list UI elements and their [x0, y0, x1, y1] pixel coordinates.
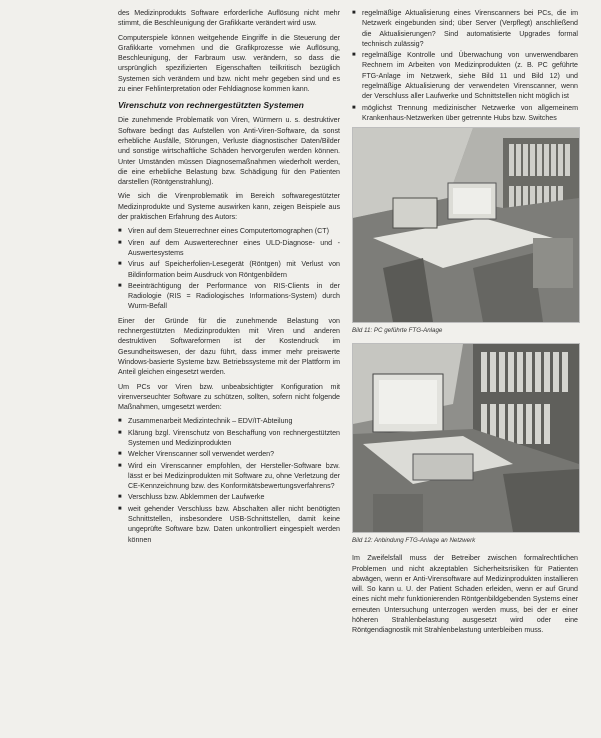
section-heading: Virenschutz von rechnergestützten Systemen	[118, 100, 304, 111]
list-item: ■ Viren auf dem Steuerrechner eines Computertomographen (CT)	[118, 226, 340, 236]
figure-11-caption: Bild 11: PC geführte FTG-Anlage	[352, 327, 443, 335]
ftg-network-photo	[353, 344, 579, 532]
list-item: ■ Welcher Virenscanner soll verwendet werden?	[118, 449, 340, 459]
list-item: ■ Viren auf dem Auswerterechner eines ULD-Diagnose- und -Auswertesystems	[118, 238, 340, 259]
measures-list-continued	[352, 8, 578, 123]
measures-list	[118, 416, 340, 545]
left-column	[118, 8, 340, 549]
list-item: ■ Klärung bzgl. Virenschutz von Beschaffung von rechnergestützten Systemen und Medizinprodukten	[118, 428, 340, 449]
intro-paragraph-2: Computerspiele können weitgehende Eingriffe in die Steuerung der Grafikkarte vornehmen und die Grafikprozesse wie Auflösung, Beschleunigung, der Farbraum usw. verändern, so dass die ursprünglich spezifizierten Eigenschaften teilkritisch bezüglich Systemen sich verändern und bzw. nicht mehr gegeben sind und es zu einer Fehlinterpretation oder Fehldiagnose kommen kann.	[118, 33, 340, 94]
figure-12-photo	[352, 343, 580, 533]
list-item: ■ Wird ein Virenscanner empfohlen, der Hersteller-Software bzw. lässt er bei Medizinprodukten mit Software zu, ohne Verletzung der CE-Kennzeichnung bzw. des Konformitätsbewertungsverfahrens?	[118, 461, 340, 492]
virus-paragraph-2: Wie sich die Virenproblematik im Bereich softwaregestützter Medizinprodukte und Systeme auswirken kann, zeigen Beispiele aus der praktischen Erfahrung des Autors:	[118, 192, 340, 222]
list-item: ■ Virus auf Speicherfolien-Lesegerät (Röntgen) mit Verlust von Bildinformation beim Ausdruck von Röntgenbildern	[118, 259, 340, 280]
ftg-workstation-photo	[353, 128, 579, 322]
list-item: ■ weit gehender Verschluss bzw. Abschalten aller nicht benötigten Schnittstellen, insbesondere USB-Schnittstellen, damit keine ungeprüfte Software bzw. Daten unkontrolliert eingespielt werden können	[118, 504, 340, 545]
reason-paragraph-1: Einer der Gründe für die zunehmende Belastung von rechnergestützten Medizinprodukten mit Viren und anderen destruktiven Softwareformen ist der Kostendruck im Gesundheitswesen, der dazu führt, dass immer mehr preiswerte Windows-basierte Systeme bzw. Betriebssysteme mit der Plattform im Anteil gleichen eingesetzt werden.	[118, 316, 340, 377]
list-item: ■ Beeinträchtigung der Performance von RIS-Clients in der Radiologie (RIS = Radiologisches Informations-System) durch Wurm-Befall	[118, 281, 340, 312]
right-column	[352, 8, 578, 640]
figure-12-caption: Bild 12: Anbindung FTG-Anlage an Netzwerk	[352, 537, 476, 545]
examples-list	[118, 226, 340, 311]
reason-paragraph-2: Um PCs vor Viren bzw. unbeabsichtigter Konfiguration mit virenverseuchter Software zu schützen, sollten, sofern nicht folgende Maßnahmen, umgesetzt werden:	[118, 382, 340, 412]
figure-11-photo	[352, 127, 580, 323]
list-item: ■ möglichst Trennung medizinischer Netzwerke von allgemeinem Krankenhaus-Netzwerken über getrennte Hubs bzw. Switches	[352, 103, 578, 124]
list-item: ■ Zusammenarbeit Medizintechnik – EDV/IT-Abteilung	[118, 416, 340, 426]
virus-paragraph-1: Die zunehmende Problematik von Viren, Würmern u. s. destruktiver Software bedingt das Aufstellen von Anti-Viren-Software, da sonst erhebliche Ausfälle, Störungen, Verluste diagnostischer Daten/Bilder und sonstige wirtschaftliche Schäden hervorgerufen werden können. Unter Umständen müssen Diagnosemaßnahmen wiederholt werden, die eine erhebliche Belastung bzw. Schädigung für den Patienten darstellen (Röntgenstrahlung).	[118, 116, 340, 187]
list-item: ■ regelmäßige Kontrolle und Überwachung von unverwendbaren Rechnern im Arbeiten von Medizinprodukten (z. B. PC geführte FTG-Anlage im Netzwerk, siehe Bild 11 und Bild 12) und regelmäßige Aktualisierung der verwendeten Virenscanner, wenn der Verschluss aller Laufwerke und Schnittstellen nicht möglich ist	[352, 50, 578, 101]
closing-paragraph: Im Zweifelsfall muss der Betreiber zwischen formalrechtlichen Problemen und nicht akzeptablen Sicherheitsrisiken für Patienten abwägen, wenn er Anti-Virensoftware auf Medizinprodukten installieren will. So kann u. U. der Patient Schaden erleiden, wenn er auf Grund eines nicht mehr funktionierenden Röntgenbildgebenden Systems einer erneuten Untersuchung unterzogen werden muss, bei der er einer höheren Strahlenbelastung ausgesetzt wird oder eine Röntgendiagnostik mit Strahlenbelastung unterbleiben muss.	[352, 554, 578, 635]
list-item: ■ regelmäßige Aktualisierung eines Virenscanners bei PCs, die im Netzwerk eingebunden sind; über Server (Verpflegt) anschließend die Aktualisierungen? Sind automatisierte Upgrades formal technisch zulässig?	[352, 8, 578, 49]
list-item: ■ Verschluss bzw. Abklemmen der Laufwerke	[118, 492, 340, 502]
intro-paragraph-1: des Medizinprodukts Software erforderliche Auflösung nicht mehr stimmt, die Beschleunigung der Grafikkarte verändert wird usw.	[118, 9, 340, 28]
